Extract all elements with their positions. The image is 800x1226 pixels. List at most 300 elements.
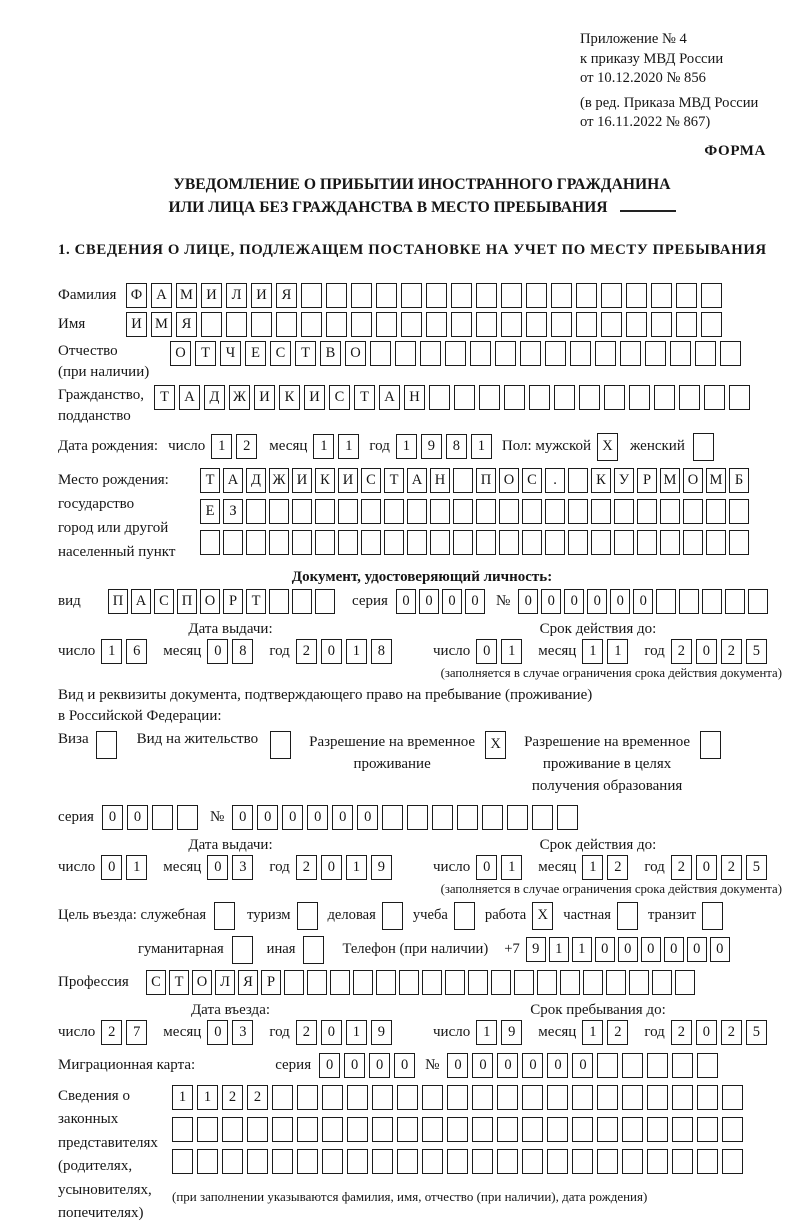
char-box[interactable] <box>297 902 318 930</box>
char-box[interactable] <box>683 530 703 555</box>
char-box[interactable] <box>457 805 478 830</box>
char-box[interactable]: 0 <box>696 1020 717 1045</box>
char-box[interactable]: 1 <box>346 855 367 880</box>
char-box[interactable] <box>445 970 465 995</box>
char-box[interactable] <box>407 499 427 524</box>
char-box[interactable] <box>647 1149 668 1174</box>
char-box[interactable] <box>597 1149 618 1174</box>
char-box[interactable]: X <box>597 433 618 461</box>
char-box[interactable]: 2 <box>721 855 742 880</box>
char-box[interactable] <box>568 530 588 555</box>
char-box[interactable]: 2 <box>721 1020 742 1045</box>
char-box[interactable]: 1 <box>549 937 569 962</box>
char-box[interactable] <box>676 312 697 337</box>
char-box[interactable]: 1 <box>101 639 122 664</box>
char-box[interactable] <box>637 530 657 555</box>
char-box[interactable] <box>447 1149 468 1174</box>
char-box[interactable] <box>251 312 272 337</box>
char-box[interactable]: 0 <box>522 1053 543 1078</box>
char-box[interactable]: Ж <box>229 385 250 410</box>
char-box[interactable] <box>422 1117 443 1142</box>
char-box[interactable] <box>269 589 289 614</box>
char-box[interactable] <box>499 499 519 524</box>
char-box[interactable]: 9 <box>421 434 442 459</box>
char-box[interactable] <box>407 530 427 555</box>
char-box[interactable] <box>572 1149 593 1174</box>
char-box[interactable] <box>347 1085 368 1110</box>
char-box[interactable] <box>284 970 304 995</box>
char-box[interactable]: 1 <box>346 639 367 664</box>
char-box[interactable]: 1 <box>338 434 359 459</box>
char-box[interactable]: 9 <box>526 937 546 962</box>
char-box[interactable] <box>693 433 714 461</box>
char-box[interactable] <box>172 1117 193 1142</box>
char-box[interactable] <box>551 283 572 308</box>
char-box[interactable]: 0 <box>547 1053 568 1078</box>
char-box[interactable] <box>700 731 721 759</box>
char-box[interactable]: 0 <box>564 589 584 614</box>
char-box[interactable] <box>545 499 565 524</box>
char-box[interactable]: 0 <box>332 805 353 830</box>
char-box[interactable] <box>557 805 578 830</box>
char-box[interactable] <box>382 805 403 830</box>
char-box[interactable]: 0 <box>710 937 730 962</box>
char-box[interactable] <box>652 970 672 995</box>
char-box[interactable] <box>547 1085 568 1110</box>
char-box[interactable] <box>651 283 672 308</box>
char-box[interactable] <box>454 902 475 930</box>
char-box[interactable] <box>384 530 404 555</box>
char-box[interactable]: Т <box>169 970 189 995</box>
char-box[interactable]: 0 <box>307 805 328 830</box>
char-box[interactable] <box>537 970 557 995</box>
char-box[interactable] <box>622 1117 643 1142</box>
char-box[interactable] <box>307 970 327 995</box>
char-box[interactable]: Ж <box>269 468 289 493</box>
char-box[interactable]: Т <box>200 468 220 493</box>
char-box[interactable]: 9 <box>371 1020 392 1045</box>
char-box[interactable] <box>453 499 473 524</box>
char-box[interactable]: 2 <box>607 1020 628 1045</box>
char-box[interactable] <box>315 530 335 555</box>
char-box[interactable] <box>570 341 591 366</box>
char-box[interactable] <box>576 312 597 337</box>
char-box[interactable] <box>497 1117 518 1142</box>
char-box[interactable] <box>670 341 691 366</box>
char-box[interactable] <box>447 1085 468 1110</box>
char-box[interactable] <box>303 936 324 964</box>
char-box[interactable]: Н <box>430 468 450 493</box>
char-box[interactable]: 0 <box>369 1053 390 1078</box>
char-box[interactable] <box>617 902 638 930</box>
char-box[interactable]: Л <box>226 283 247 308</box>
char-box[interactable]: 0 <box>664 937 684 962</box>
char-box[interactable] <box>338 530 358 555</box>
char-box[interactable]: 5 <box>746 1020 767 1045</box>
char-box[interactable]: 1 <box>582 639 603 664</box>
char-box[interactable]: 0 <box>321 855 342 880</box>
char-box[interactable] <box>520 341 541 366</box>
char-box[interactable] <box>272 1117 293 1142</box>
char-box[interactable] <box>568 499 588 524</box>
char-box[interactable] <box>702 902 723 930</box>
char-box[interactable] <box>697 1085 718 1110</box>
char-box[interactable]: Р <box>261 970 281 995</box>
char-box[interactable] <box>572 1117 593 1142</box>
char-box[interactable]: С <box>146 970 166 995</box>
char-box[interactable]: Т <box>154 385 175 410</box>
char-box[interactable]: 0 <box>497 1053 518 1078</box>
char-box[interactable]: И <box>201 283 222 308</box>
char-box[interactable]: 0 <box>572 1053 593 1078</box>
char-box[interactable] <box>672 1053 693 1078</box>
char-box[interactable] <box>568 468 588 493</box>
char-box[interactable] <box>420 341 441 366</box>
char-box[interactable] <box>491 970 511 995</box>
char-box[interactable] <box>476 499 496 524</box>
char-box[interactable] <box>472 1085 493 1110</box>
char-box[interactable]: 0 <box>396 589 416 614</box>
char-box[interactable] <box>453 530 473 555</box>
char-box[interactable] <box>526 312 547 337</box>
char-box[interactable] <box>269 499 289 524</box>
char-box[interactable] <box>704 385 725 410</box>
char-box[interactable] <box>451 283 472 308</box>
char-box[interactable] <box>499 530 519 555</box>
char-box[interactable] <box>476 283 497 308</box>
char-box[interactable] <box>675 970 695 995</box>
char-box[interactable]: 8 <box>446 434 467 459</box>
char-box[interactable]: А <box>131 589 151 614</box>
char-box[interactable] <box>679 589 699 614</box>
char-box[interactable] <box>622 1085 643 1110</box>
char-box[interactable] <box>722 1149 743 1174</box>
char-box[interactable]: X <box>532 902 553 930</box>
char-box[interactable]: И <box>292 468 312 493</box>
char-box[interactable]: 2 <box>671 639 692 664</box>
char-box[interactable]: А <box>151 283 172 308</box>
char-box[interactable]: 0 <box>232 805 253 830</box>
char-box[interactable] <box>232 936 253 964</box>
char-box[interactable] <box>397 1117 418 1142</box>
char-box[interactable]: 2 <box>296 639 317 664</box>
char-box[interactable]: 2 <box>721 639 742 664</box>
char-box[interactable] <box>654 385 675 410</box>
char-box[interactable] <box>729 499 749 524</box>
char-box[interactable]: 0 <box>696 639 717 664</box>
char-box[interactable] <box>361 530 381 555</box>
char-box[interactable] <box>372 1117 393 1142</box>
char-box[interactable]: О <box>683 468 703 493</box>
char-box[interactable] <box>676 283 697 308</box>
char-box[interactable] <box>606 970 626 995</box>
char-box[interactable] <box>626 283 647 308</box>
char-box[interactable]: 8 <box>371 639 392 664</box>
char-box[interactable] <box>554 385 575 410</box>
char-box[interactable] <box>246 499 266 524</box>
char-box[interactable] <box>532 805 553 830</box>
char-box[interactable]: 0 <box>518 589 538 614</box>
char-box[interactable] <box>579 385 600 410</box>
char-box[interactable]: 0 <box>102 805 123 830</box>
char-box[interactable]: Л <box>215 970 235 995</box>
char-box[interactable] <box>397 1149 418 1174</box>
char-box[interactable] <box>545 341 566 366</box>
char-box[interactable] <box>476 530 496 555</box>
char-box[interactable]: 1 <box>501 855 522 880</box>
char-box[interactable] <box>276 312 297 337</box>
char-box[interactable]: Д <box>204 385 225 410</box>
char-box[interactable] <box>526 283 547 308</box>
char-box[interactable]: 0 <box>319 1053 340 1078</box>
char-box[interactable] <box>547 1149 568 1174</box>
char-box[interactable] <box>722 1085 743 1110</box>
char-box[interactable] <box>96 731 117 759</box>
char-box[interactable] <box>247 1117 268 1142</box>
char-box[interactable]: 0 <box>207 855 228 880</box>
char-box[interactable] <box>748 589 768 614</box>
char-box[interactable] <box>591 530 611 555</box>
char-box[interactable] <box>197 1149 218 1174</box>
char-box[interactable] <box>297 1149 318 1174</box>
char-box[interactable]: М <box>176 283 197 308</box>
char-box[interactable] <box>660 499 680 524</box>
char-box[interactable] <box>297 1117 318 1142</box>
char-box[interactable] <box>214 902 235 930</box>
char-box[interactable]: 1 <box>582 855 603 880</box>
char-box[interactable]: 0 <box>394 1053 415 1078</box>
char-box[interactable] <box>322 1085 343 1110</box>
char-box[interactable] <box>597 1085 618 1110</box>
char-box[interactable]: И <box>338 468 358 493</box>
char-box[interactable] <box>422 970 442 995</box>
char-box[interactable] <box>451 312 472 337</box>
char-box[interactable]: С <box>329 385 350 410</box>
char-box[interactable]: Я <box>276 283 297 308</box>
char-box[interactable] <box>614 499 634 524</box>
char-box[interactable]: 0 <box>127 805 148 830</box>
char-box[interactable] <box>522 1085 543 1110</box>
char-box[interactable] <box>504 385 525 410</box>
char-box[interactable]: 1 <box>313 434 334 459</box>
char-box[interactable]: И <box>254 385 275 410</box>
char-box[interactable] <box>482 805 503 830</box>
char-box[interactable] <box>322 1117 343 1142</box>
char-box[interactable] <box>468 970 488 995</box>
char-box[interactable]: С <box>522 468 542 493</box>
char-box[interactable] <box>645 341 666 366</box>
char-box[interactable] <box>522 1117 543 1142</box>
char-box[interactable]: 5 <box>746 855 767 880</box>
char-box[interactable] <box>507 805 528 830</box>
char-box[interactable] <box>545 530 565 555</box>
char-box[interactable]: О <box>499 468 519 493</box>
char-box[interactable] <box>729 385 750 410</box>
char-box[interactable]: 0 <box>207 639 228 664</box>
char-box[interactable]: 0 <box>587 589 607 614</box>
char-box[interactable] <box>432 805 453 830</box>
char-box[interactable] <box>315 589 335 614</box>
char-box[interactable] <box>222 1149 243 1174</box>
char-box[interactable] <box>326 283 347 308</box>
char-box[interactable] <box>647 1085 668 1110</box>
char-box[interactable] <box>560 970 580 995</box>
char-box[interactable]: М <box>151 312 172 337</box>
char-box[interactable] <box>330 970 350 995</box>
char-box[interactable]: А <box>223 468 243 493</box>
char-box[interactable] <box>514 970 534 995</box>
char-box[interactable]: 0 <box>257 805 278 830</box>
char-box[interactable]: И <box>304 385 325 410</box>
char-box[interactable] <box>672 1117 693 1142</box>
char-box[interactable] <box>629 385 650 410</box>
char-box[interactable] <box>591 499 611 524</box>
char-box[interactable] <box>401 312 422 337</box>
char-box[interactable] <box>522 530 542 555</box>
char-box[interactable]: 2 <box>247 1085 268 1110</box>
char-box[interactable]: А <box>407 468 427 493</box>
char-box[interactable]: . <box>545 468 565 493</box>
char-box[interactable] <box>720 341 741 366</box>
char-box[interactable] <box>292 530 312 555</box>
char-box[interactable] <box>551 312 572 337</box>
char-box[interactable] <box>472 1149 493 1174</box>
char-box[interactable] <box>382 902 403 930</box>
char-box[interactable]: 0 <box>465 589 485 614</box>
char-box[interactable]: Д <box>246 468 266 493</box>
char-box[interactable] <box>695 341 716 366</box>
char-box[interactable]: 1 <box>607 639 628 664</box>
char-box[interactable] <box>247 1149 268 1174</box>
char-box[interactable] <box>426 283 447 308</box>
char-box[interactable] <box>697 1053 718 1078</box>
char-box[interactable] <box>576 283 597 308</box>
char-box[interactable]: 0 <box>610 589 630 614</box>
char-box[interactable] <box>301 312 322 337</box>
char-box[interactable]: М <box>706 468 726 493</box>
char-box[interactable]: О <box>345 341 366 366</box>
char-box[interactable] <box>601 312 622 337</box>
char-box[interactable] <box>604 385 625 410</box>
char-box[interactable] <box>347 1149 368 1174</box>
char-box[interactable]: 0 <box>687 937 707 962</box>
char-box[interactable] <box>614 530 634 555</box>
char-box[interactable] <box>470 341 491 366</box>
char-box[interactable] <box>347 1117 368 1142</box>
char-box[interactable]: Е <box>245 341 266 366</box>
char-box[interactable] <box>397 1085 418 1110</box>
char-box[interactable] <box>651 312 672 337</box>
char-box[interactable] <box>656 589 676 614</box>
char-box[interactable] <box>315 499 335 524</box>
char-box[interactable]: 0 <box>541 589 561 614</box>
char-box[interactable] <box>597 1053 618 1078</box>
char-box[interactable] <box>351 312 372 337</box>
char-box[interactable]: 3 <box>232 855 253 880</box>
char-box[interactable]: Р <box>223 589 243 614</box>
char-box[interactable]: В <box>320 341 341 366</box>
char-box[interactable] <box>660 530 680 555</box>
char-box[interactable]: 0 <box>321 1020 342 1045</box>
char-box[interactable] <box>292 499 312 524</box>
char-box[interactable]: Т <box>295 341 316 366</box>
char-box[interactable]: 1 <box>197 1085 218 1110</box>
char-box[interactable] <box>422 1149 443 1174</box>
char-box[interactable] <box>197 1117 218 1142</box>
char-box[interactable]: 6 <box>126 639 147 664</box>
char-box[interactable] <box>472 1117 493 1142</box>
char-box[interactable]: 1 <box>346 1020 367 1045</box>
char-box[interactable] <box>223 530 243 555</box>
char-box[interactable]: 2 <box>222 1085 243 1110</box>
char-box[interactable]: А <box>379 385 400 410</box>
char-box[interactable]: 2 <box>101 1020 122 1045</box>
char-box[interactable] <box>454 385 475 410</box>
char-box[interactable]: Т <box>354 385 375 410</box>
char-box[interactable] <box>272 1085 293 1110</box>
char-box[interactable]: 1 <box>471 434 492 459</box>
char-box[interactable] <box>697 1117 718 1142</box>
char-box[interactable]: И <box>251 283 272 308</box>
char-box[interactable] <box>595 341 616 366</box>
char-box[interactable] <box>430 499 450 524</box>
char-box[interactable]: У <box>614 468 634 493</box>
char-box[interactable] <box>430 530 450 555</box>
char-box[interactable]: 2 <box>236 434 257 459</box>
char-box[interactable] <box>447 1117 468 1142</box>
char-box[interactable]: 0 <box>442 589 462 614</box>
char-box[interactable]: 0 <box>633 589 653 614</box>
char-box[interactable]: 5 <box>746 639 767 664</box>
char-box[interactable] <box>547 1117 568 1142</box>
char-box[interactable]: 0 <box>476 855 497 880</box>
char-box[interactable] <box>361 499 381 524</box>
char-box[interactable]: К <box>591 468 611 493</box>
char-box[interactable] <box>372 1149 393 1174</box>
char-box[interactable] <box>326 312 347 337</box>
char-box[interactable] <box>297 1085 318 1110</box>
char-box[interactable] <box>353 970 373 995</box>
char-box[interactable]: 0 <box>641 937 661 962</box>
char-box[interactable]: 2 <box>671 855 692 880</box>
char-box[interactable]: Т <box>195 341 216 366</box>
char-box[interactable]: Я <box>176 312 197 337</box>
char-box[interactable] <box>407 805 428 830</box>
char-box[interactable]: 0 <box>595 937 615 962</box>
char-box[interactable] <box>672 1149 693 1174</box>
char-box[interactable] <box>445 341 466 366</box>
char-box[interactable]: Ч <box>220 341 241 366</box>
char-box[interactable]: 0 <box>321 639 342 664</box>
char-box[interactable] <box>679 385 700 410</box>
char-box[interactable] <box>422 1085 443 1110</box>
char-box[interactable]: Т <box>384 468 404 493</box>
char-box[interactable]: К <box>315 468 335 493</box>
char-box[interactable] <box>269 530 289 555</box>
char-box[interactable]: 8 <box>232 639 253 664</box>
char-box[interactable]: 2 <box>296 1020 317 1045</box>
char-box[interactable] <box>395 341 416 366</box>
char-box[interactable] <box>301 283 322 308</box>
char-box[interactable]: М <box>660 468 680 493</box>
char-box[interactable] <box>629 970 649 995</box>
char-box[interactable] <box>376 970 396 995</box>
char-box[interactable] <box>399 970 419 995</box>
char-box[interactable]: К <box>279 385 300 410</box>
char-box[interactable]: 0 <box>618 937 638 962</box>
char-box[interactable] <box>647 1053 668 1078</box>
char-box[interactable]: 0 <box>344 1053 365 1078</box>
